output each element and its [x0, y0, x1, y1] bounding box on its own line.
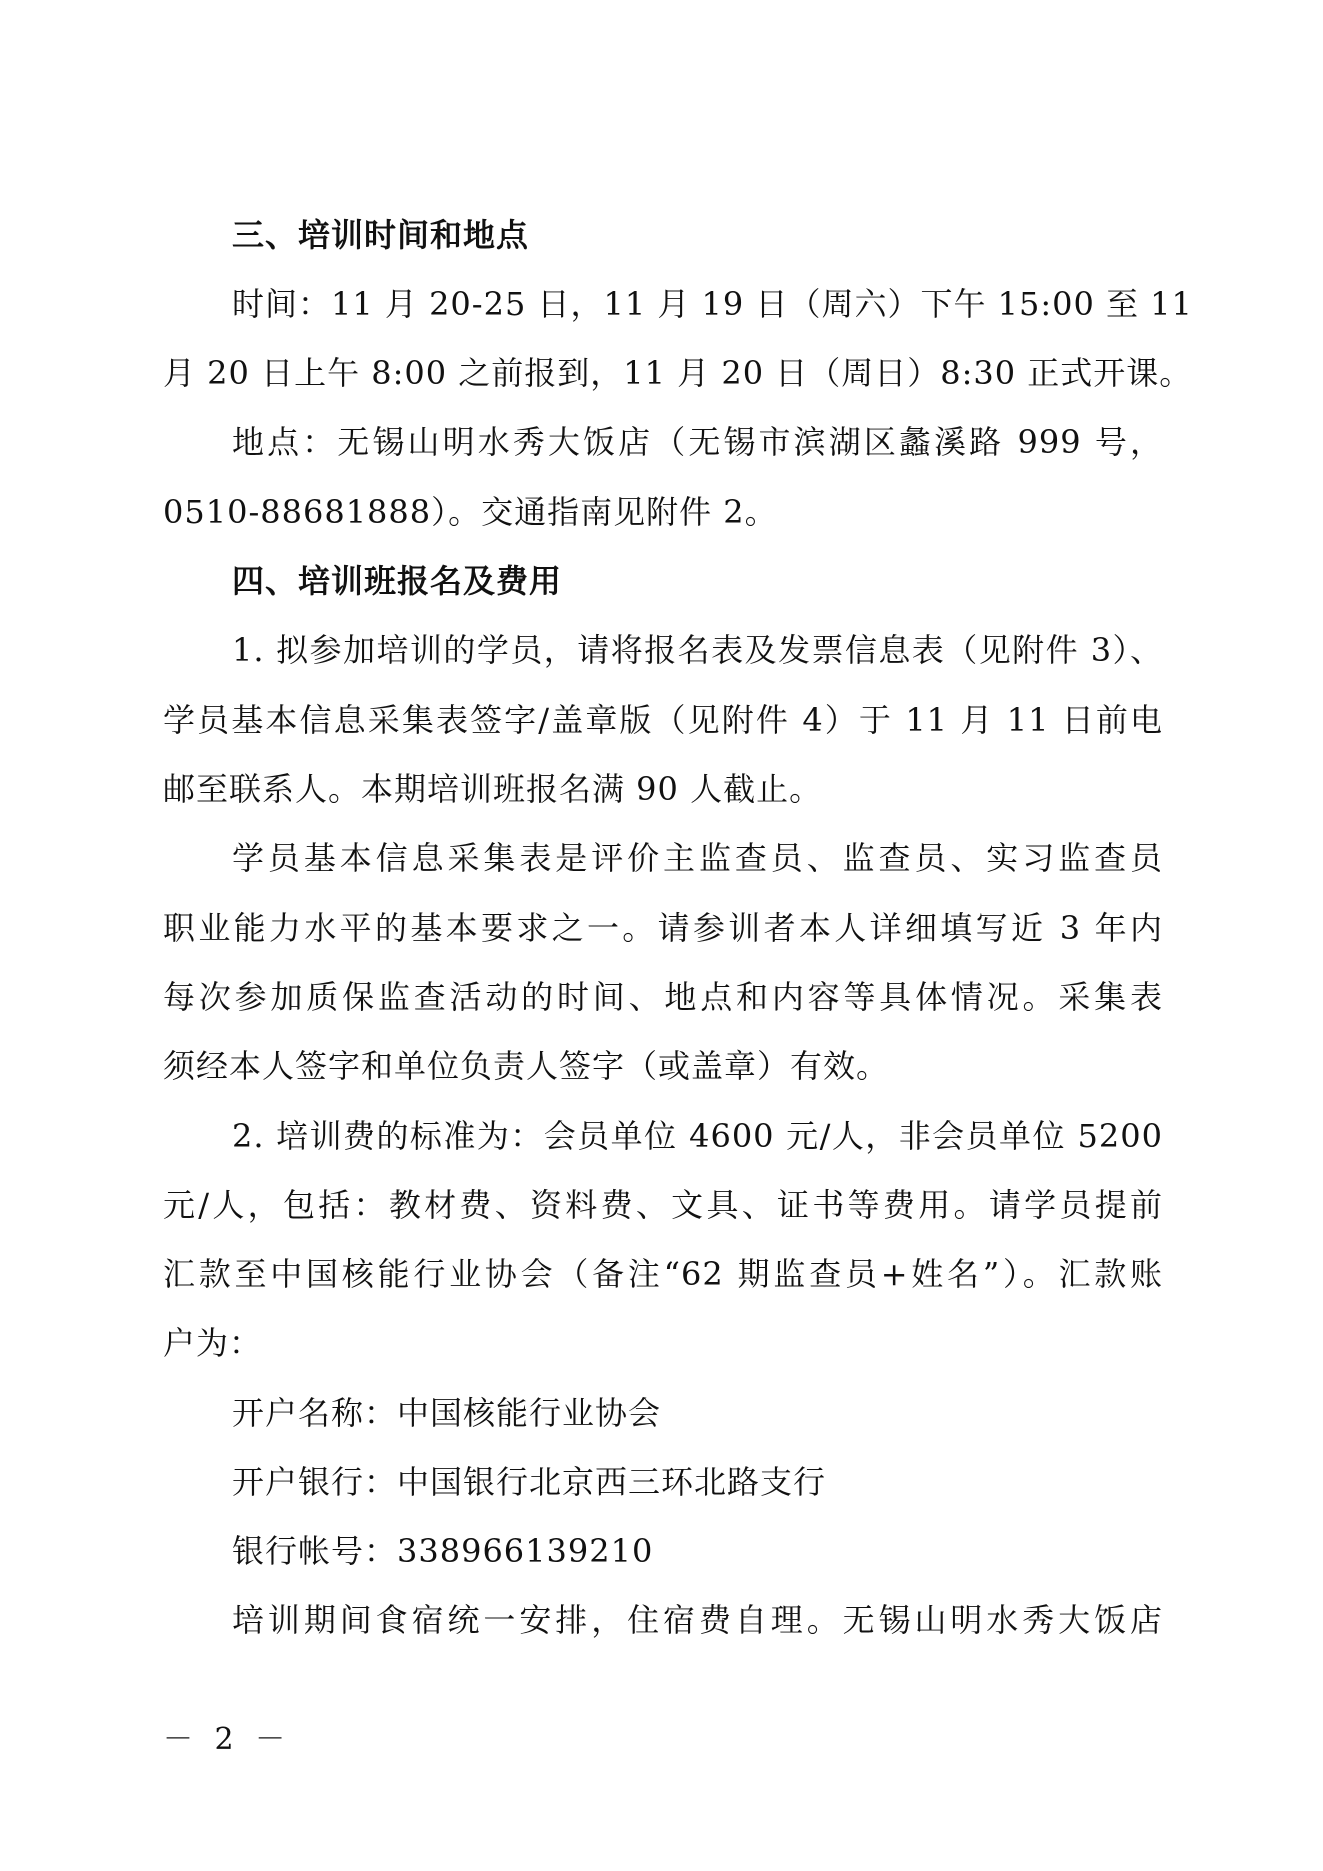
paragraph-info-form-line-3: 每次参加质保监查活动的时间、地点和内容等具体情况。采集表: [163, 978, 1163, 1016]
paragraph-info-form-line-4: 须经本人签字和单位负责人签字（或盖章）有效。: [163, 1047, 890, 1085]
paragraph-location-line-2: 0510-88681888）。交通指南见附件 2。: [163, 493, 778, 531]
paragraph-location-line-1: 地点：无锡山明水秀大饭店（无锡市滨湖区蠡溪路 999 号，: [232, 423, 1163, 461]
paragraph-info-form-line-1: 学员基本信息采集表是评价主监查员、监查员、实习监查员: [232, 839, 1163, 877]
paragraph-accommodation-line-1: 培训期间食宿统一安排，住宿费自理。无锡山明水秀大饭店: [232, 1601, 1163, 1639]
account-name: 开户名称：中国核能行业协会: [232, 1394, 662, 1432]
account-number: 银行帐号：338966139210: [232, 1532, 654, 1570]
paragraph-fee-line-1: 2. 培训费的标准为：会员单位 4600 元/人，非会员单位 5200: [232, 1117, 1163, 1155]
paragraph-registration-line-2: 学员基本信息采集表签字/盖章版（见附件 4）于 11 月 11 日前电: [163, 701, 1163, 739]
paragraph-info-form-line-2: 职业能力水平的基本要求之一。请参训者本人详细填写近 3 年内: [163, 909, 1163, 947]
paragraph-fee-line-4: 户为：: [163, 1324, 263, 1362]
paragraph-fee-line-2: 元/人，包括：教材费、资料费、文具、证书等费用。请学员提前: [163, 1186, 1163, 1224]
paragraph-time-line-2: 月 20 日上午 8:00 之前报到，11 月 20 日（周日）8:30 正式开课。: [163, 354, 1193, 392]
section-heading-registration-fees: 四、培训班报名及费用: [232, 562, 563, 600]
paragraph-registration-line-1: 1. 拟参加培训的学员，请将报名表及发票信息表（见附件 3）、: [232, 631, 1163, 669]
page-number: － 2 －: [163, 1722, 292, 1757]
section-heading-training-time-location: 三、培训时间和地点: [232, 216, 530, 254]
paragraph-registration-line-3: 邮至联系人。本期培训班报名满 90 人截止。: [163, 770, 823, 808]
paragraph-fee-line-3: 汇款至中国核能行业协会（备注“62 期监查员+姓名”）。汇款账: [163, 1255, 1163, 1293]
account-bank: 开户银行：中国银行北京西三环北路支行: [232, 1463, 827, 1501]
paragraph-time-line-1: 时间：11 月 20-25 日，11 月 19 日（周六）下午 15:00 至 11: [232, 285, 1193, 323]
